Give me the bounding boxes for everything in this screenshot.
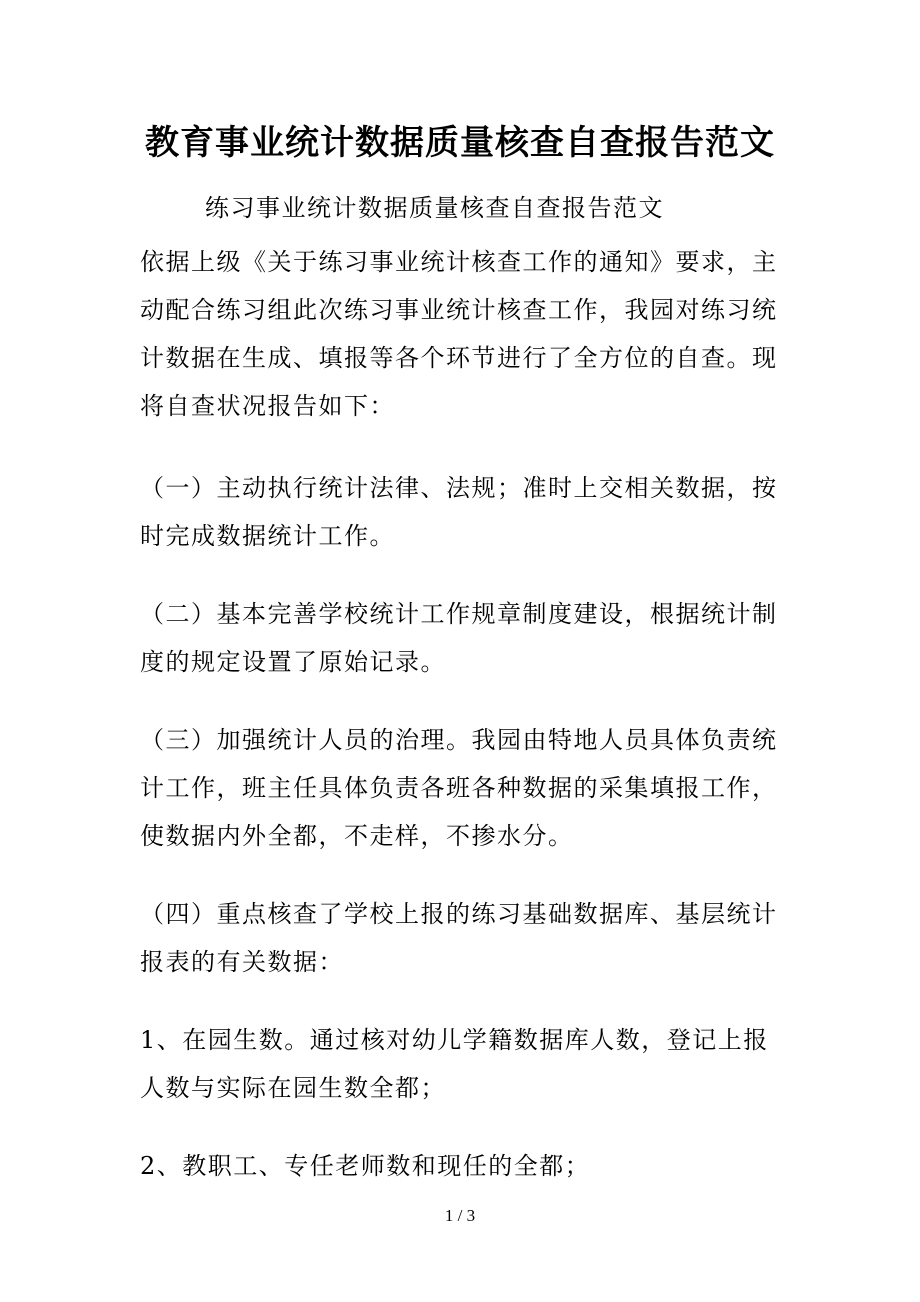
page-number: 1 / 3: [444, 1206, 476, 1225]
item-one-paragraph: （一）主动执行统计法律、法规；准时上交相关数据，按时完成数据统计工作。: [140, 474, 778, 550]
document-body: [140, 238, 780, 1220]
sub-item-one-paragraph: 1、在园生数。通过核对幼儿学籍数据库人数，登记上报人数与实际在园生数全都；: [140, 1026, 769, 1102]
document-subtitle: 练习事业统计数据质量核查自查报告范文: [205, 194, 664, 222]
document-title: 教育事业统计数据质量核查自查报告范文: [145, 123, 775, 163]
item-two-paragraph: （二）基本完善学校统计工作规章制度建设，根据统计制度的规定设置了原始记录。: [140, 600, 778, 676]
intro-paragraph: 依据上级《关于练习事业统计核查工作的通知》要求，主动配合练习组此次练习事业统计核查工作，我园对练习统计数据在生成、填报等各个环节进行了全方位的自查。现将自查状况报告如下：: [140, 248, 778, 420]
item-three-paragraph: （三）加强统计人员的治理。我园由特地人员具体负责统计工作，班主任具体负责各班各种数据的采集填报工作，使数据内外全都，不走样，不掺水分。: [140, 726, 778, 850]
item-four-paragraph: （四）重点核查了学校上报的练习基础数据库、基层统计报表的有关数据：: [140, 900, 778, 976]
sub-item-two-paragraph: 2、教职工、专任老师数和现任的全都；: [140, 1152, 591, 1180]
